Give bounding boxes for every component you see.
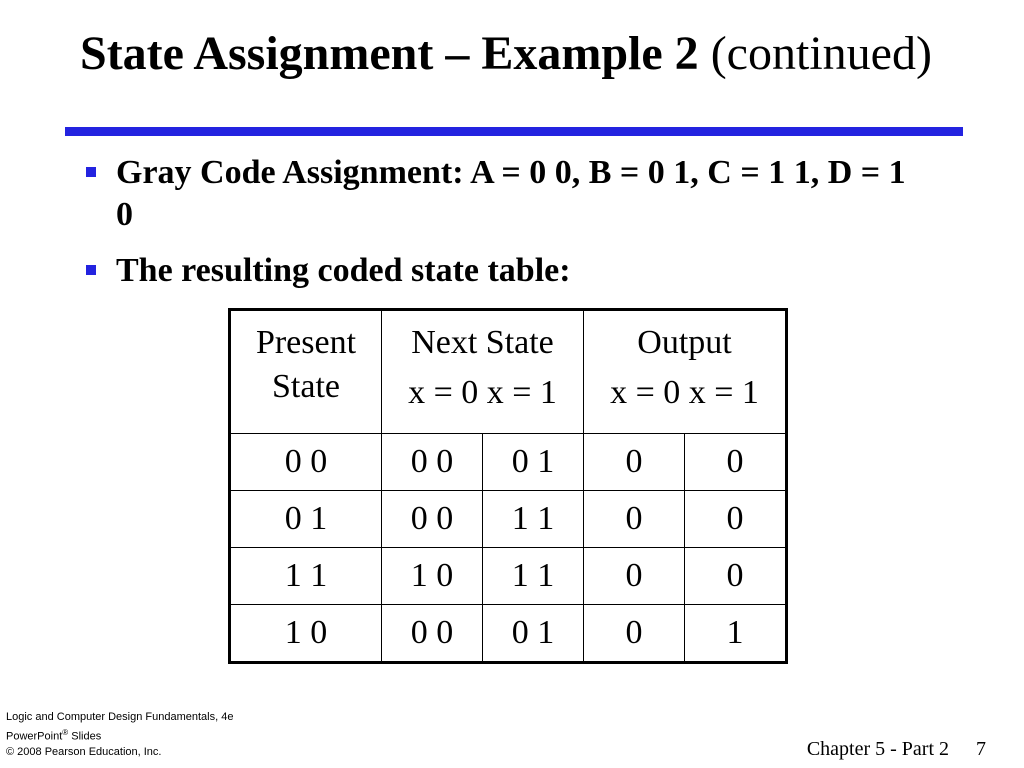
footer-credits bbox=[6, 710, 233, 760]
footer-chapter: Chapter 5 - Part 2 bbox=[806, 738, 949, 760]
header-output bbox=[584, 310, 787, 434]
header-next-state bbox=[382, 310, 584, 434]
cell-present-state: 1 1 bbox=[230, 548, 382, 605]
cell-output-x0: 0 bbox=[584, 548, 685, 605]
footer-chapter-page bbox=[807, 738, 986, 761]
table-row bbox=[230, 434, 787, 491]
header-next-sub: x = 0 x = 1 bbox=[408, 374, 557, 411]
cell-output-x1: 0 bbox=[685, 548, 787, 605]
header-output-sub: x = 0 x = 1 bbox=[610, 374, 759, 411]
cell-output-x0: 0 bbox=[584, 605, 685, 663]
bullet-text: The resulting coded state table: bbox=[116, 252, 571, 289]
cell-present-state: 1 0 bbox=[230, 605, 382, 663]
cell-next-x0: 0 0 bbox=[382, 491, 483, 548]
bullet-item-gray-code bbox=[84, 152, 924, 236]
cell-next-x1: 0 1 bbox=[483, 605, 584, 663]
header-output-label: Output bbox=[637, 324, 732, 361]
header-present-line1: Present bbox=[255, 324, 357, 361]
cell-output-x1: 1 bbox=[685, 605, 787, 663]
title-underline-rule bbox=[65, 127, 963, 136]
table-row bbox=[230, 548, 787, 605]
bullet-item-coded-table bbox=[84, 250, 924, 292]
page-number: 7 bbox=[976, 738, 986, 760]
cell-next-x0: 0 0 bbox=[382, 434, 483, 491]
title-main: State Assignment – Example 2 bbox=[80, 27, 699, 80]
cell-present-state: 0 1 bbox=[230, 491, 382, 548]
coded-state-table bbox=[228, 308, 788, 664]
footer-copyright: © 2008 Pearson Education, Inc. bbox=[6, 745, 162, 758]
cell-output-x1: 0 bbox=[685, 491, 787, 548]
cell-next-x1: 1 1 bbox=[483, 548, 584, 605]
footer-book-title: Logic and Computer Design Fundamentals, 4e bbox=[6, 711, 234, 723]
cell-present-state: 0 0 bbox=[230, 434, 382, 491]
header-present-state bbox=[230, 310, 382, 434]
cell-output-x0: 0 bbox=[584, 491, 685, 548]
square-bullet-icon bbox=[86, 265, 96, 275]
cell-next-x0: 1 0 bbox=[382, 548, 483, 605]
page-title bbox=[80, 28, 1010, 81]
cell-next-x0: 0 0 bbox=[382, 605, 483, 663]
footer-slides-label: PowerPoint® Slides bbox=[6, 728, 102, 743]
square-bullet-icon bbox=[86, 167, 96, 177]
cell-output-x1: 0 bbox=[685, 434, 787, 491]
title-continued: (continued) bbox=[710, 27, 932, 80]
cell-output-x0: 0 bbox=[584, 434, 685, 491]
bullet-list bbox=[84, 152, 924, 306]
table-header-row bbox=[230, 310, 787, 434]
header-present-line2: State bbox=[272, 368, 340, 405]
cell-next-x1: 0 1 bbox=[483, 434, 584, 491]
bullet-text: Gray Code Assignment: A = 0 0, B = 0 1, C = 1 1, D = 1 0 bbox=[116, 154, 906, 233]
table-row bbox=[230, 605, 787, 663]
cell-next-x1: 1 1 bbox=[483, 491, 584, 548]
header-next-label: Next State bbox=[411, 324, 554, 361]
table-row bbox=[230, 491, 787, 548]
